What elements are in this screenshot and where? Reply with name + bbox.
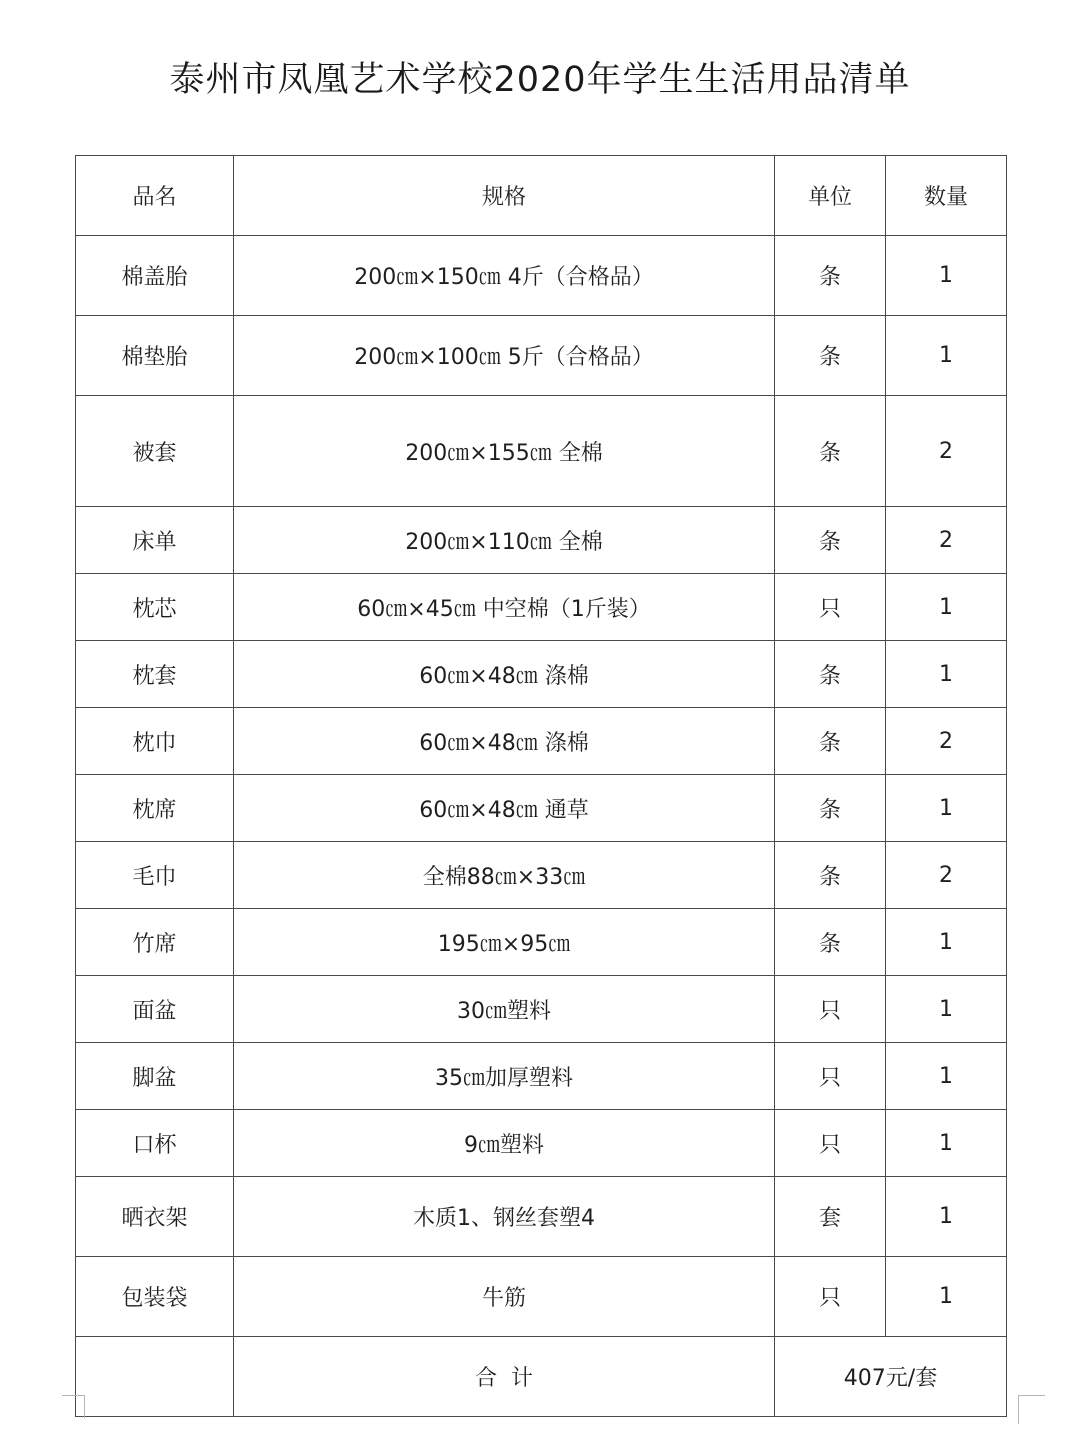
table-row: [76, 842, 1007, 909]
item-name: 竹席: [76, 909, 234, 976]
item-unit: 条: [775, 507, 886, 574]
item-spec: 35㎝加厚塑料: [234, 1043, 775, 1110]
item-name: 毛巾: [76, 842, 234, 909]
item-spec: 牛筋: [234, 1257, 775, 1337]
item-unit: 只: [775, 976, 886, 1043]
item-name: 晒衣架: [76, 1177, 234, 1257]
crop-mark-right: [1018, 1395, 1045, 1424]
item-spec: 60㎝×48㎝ 涤棉: [234, 708, 775, 775]
table-row: [76, 976, 1007, 1043]
total-label: 合 计: [234, 1337, 775, 1417]
item-quantity: 1: [886, 976, 1007, 1043]
item-name: 包装袋: [76, 1257, 234, 1337]
item-unit: 条: [775, 775, 886, 842]
column-header-spec: 规格: [234, 156, 775, 236]
column-header-unit: 单位: [775, 156, 886, 236]
item-name: 脚盆: [76, 1043, 234, 1110]
item-quantity: 1: [886, 316, 1007, 396]
item-name: 枕席: [76, 775, 234, 842]
item-unit: 条: [775, 236, 886, 316]
table-row: [76, 775, 1007, 842]
item-spec: 200㎝×110㎝ 全棉: [234, 507, 775, 574]
item-quantity: 1: [886, 1177, 1007, 1257]
item-quantity: 1: [886, 1110, 1007, 1177]
item-spec: 60㎝×45㎝ 中空棉（1斤装）: [234, 574, 775, 641]
item-unit: 只: [775, 1110, 886, 1177]
crop-mark-left: [62, 1395, 85, 1418]
total-empty-cell: [76, 1337, 234, 1417]
item-spec: 200㎝×155㎝ 全棉: [234, 396, 775, 507]
table-row: [76, 909, 1007, 976]
item-quantity: 2: [886, 708, 1007, 775]
table-row: [76, 507, 1007, 574]
item-unit: 条: [775, 708, 886, 775]
item-spec: 全棉88㎝×33㎝: [234, 842, 775, 909]
item-unit: 条: [775, 396, 886, 507]
table-row: [76, 1110, 1007, 1177]
table-header-row: [76, 156, 1007, 236]
item-quantity: 1: [886, 641, 1007, 708]
total-row: [76, 1337, 1007, 1417]
item-unit: 条: [775, 641, 886, 708]
column-header-name: 品名: [76, 156, 234, 236]
item-spec: 200㎝×150㎝ 4斤（合格品）: [234, 236, 775, 316]
item-name: 枕套: [76, 641, 234, 708]
table-row: [76, 236, 1007, 316]
item-quantity: 1: [886, 1043, 1007, 1110]
table-row: [76, 396, 1007, 507]
table-row: [76, 316, 1007, 396]
item-spec: 30㎝塑料: [234, 976, 775, 1043]
table-row: [76, 1177, 1007, 1257]
table-row: [76, 574, 1007, 641]
item-name: 枕芯: [76, 574, 234, 641]
item-unit: 只: [775, 574, 886, 641]
item-quantity: 2: [886, 842, 1007, 909]
item-spec: 200㎝×100㎝ 5斤（合格品）: [234, 316, 775, 396]
item-quantity: 2: [886, 507, 1007, 574]
item-spec: 195㎝×95㎝: [234, 909, 775, 976]
item-name: 口杯: [76, 1110, 234, 1177]
item-unit: 只: [775, 1257, 886, 1337]
item-spec: 60㎝×48㎝ 涤棉: [234, 641, 775, 708]
table-row: [76, 708, 1007, 775]
item-quantity: 2: [886, 396, 1007, 507]
item-quantity: 1: [886, 775, 1007, 842]
table-row: [76, 641, 1007, 708]
table-row: [76, 1257, 1007, 1337]
item-name: 面盆: [76, 976, 234, 1043]
item-quantity: 1: [886, 574, 1007, 641]
supply-list-table: [75, 155, 1007, 1417]
item-unit: 条: [775, 909, 886, 976]
item-unit: 条: [775, 316, 886, 396]
item-unit: 条: [775, 842, 886, 909]
item-name: 被套: [76, 396, 234, 507]
item-name: 棉垫胎: [76, 316, 234, 396]
item-quantity: 1: [886, 909, 1007, 976]
item-unit: 只: [775, 1043, 886, 1110]
item-quantity: 1: [886, 1257, 1007, 1337]
item-name: 床单: [76, 507, 234, 574]
table-row: [76, 1043, 1007, 1110]
item-quantity: 1: [886, 236, 1007, 316]
item-name: 枕巾: [76, 708, 234, 775]
page-title: 泰州市凤凰艺术学校2020年学生生活用品清单: [169, 60, 911, 100]
item-unit: 套: [775, 1177, 886, 1257]
item-name: 棉盖胎: [76, 236, 234, 316]
item-spec: 木质1、钢丝套塑4: [234, 1177, 775, 1257]
column-header-quantity: 数量: [886, 156, 1007, 236]
total-value: 407元/套: [775, 1337, 1007, 1417]
item-spec: 9㎝塑料: [234, 1110, 775, 1177]
item-spec: 60㎝×48㎝ 通草: [234, 775, 775, 842]
